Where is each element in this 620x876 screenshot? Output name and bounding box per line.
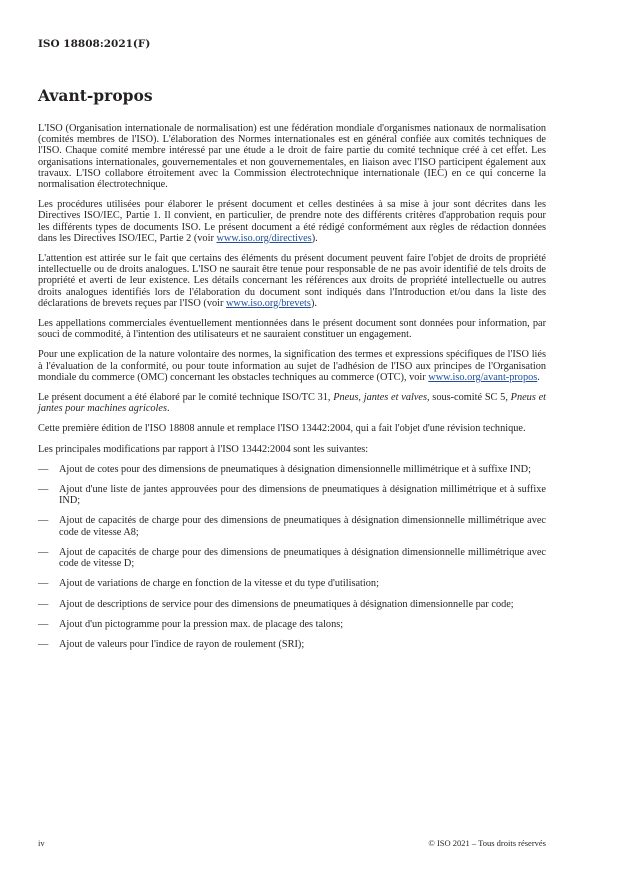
list-item [38,578,546,589]
document-id-header: ISO 18808:2021(F) [38,38,151,50]
paragraph-3-text-b: ). [310,297,317,309]
list-item [38,464,546,475]
paragraph-4: Les appellations commerciales éventuellement mentionnées dans le présent document sont données pour information, par souci de commodité, à l'intention des utilisateurs et ne sauraient constituer un engagement. [38,318,546,341]
paragraph-5 [38,349,546,383]
paragraph-5-text-b: . [537,371,540,383]
list-item-text: Ajout d'un pictogramme pour la pression max. de placage des talons; [59,618,344,630]
paragraph-6-text-a: Le présent document a été élaboré par le comité technique ISO/TC 31, [38,392,334,404]
list-item [38,599,546,610]
dash-marker: — [38,578,49,590]
list-item [38,547,546,569]
dash-marker: — [38,515,49,527]
dash-marker: — [38,463,49,475]
section-title: Avant-propos [38,86,153,105]
subcommittee-title: Pneus et jantes pour machines agricoles [38,392,547,415]
patents-link[interactable]: www.iso.org/brevets [225,297,311,309]
paragraph-6 [38,392,546,414]
dash-marker: — [38,618,49,630]
paragraph-6-text-c: . [166,403,170,415]
paragraph-2-text-b: ). [311,232,318,244]
list-item-text: Ajout de valeurs pour l'indice de rayon de roulement (SRI); [59,638,305,650]
list-item-text: Ajout de variations de charge en fonction de la vitesse et du type d'utilisation; [59,578,379,590]
dash-marker: — [38,546,49,558]
list-item-text: Ajout de descriptions de service pour des dimensions de pneumatiques à désignation dimensionnelle par code; [59,598,514,610]
directives-link[interactable]: www.iso.org/directives [216,232,312,244]
paragraph-5-text-a: Pour une explication de la nature volontaire des normes, la signification des termes et expressions spécifiques de l'ISO liés à l'évaluation de la conformité, ou pour toute information au sujet de l'adhésion de l'ISO aux principes de l'Organisation mondiale du commerce (OMC) concernant les obstacles techniques au commerce (OTC), voir [38,349,546,383]
page-number: iv [38,838,45,848]
paragraph-6-text-b: , sous-comité SC 5, [426,392,511,404]
dash-marker: — [38,484,49,496]
changes-list [38,464,546,650]
copyright-notice: © ISO 2021 – Tous droits réservés [428,838,546,848]
list-item-text: Ajout de capacités de charge pour des dimensions de pneumatiques à désignation dimensionnelle millimétrique avec code de vitesse D; [59,546,546,570]
paragraph-1: L'ISO (Organisation internationale de normalisation) est une fédération mondiale d'organismes nationaux de normalisation (comités membres de l'ISO). L'élaboration des Normes internationales est en général confiée aux comités techniques de l'ISO. Chaque comité membre intéressé par une étude a le droit de faire partie du comité technique créé à cet effet. Les organisations internationales, gouvernementales et non gouvernementales, en liaison avec l'ISO participent également aux travaux. L'ISO collabore étroitement avec la Commission électrotechnique internationale (IEC) en ce qui concerne la normalisation électrotechnique. [38,123,546,191]
paragraph-2 [38,199,546,244]
paragraph-3-text-a: L'attention est attirée sur le fait que certains des éléments du présent document peuvent faire l'objet de droits de propriété intellectuelle ou de droits analogues. L'ISO ne saurait être tenue pour responsable de ne pas avoir identifié de tels droits de propriété et averti de leur existence. Les détails concernant les références aux droits de propriété intellectuelle ou autres droits analogues identifiés lors de l'élaboration du document sont indiqués dans l'Introduction et/ou dans la liste des déclarations de brevets reçues par l'ISO (voir [38,253,546,309]
dash-marker: — [38,598,49,610]
list-item [38,619,546,630]
list-item-text: Ajout de capacités de charge pour des dimensions de pneumatiques à désignation dimensionnelle millimétrique avec code de vitesse A8; [59,515,546,538]
list-item [38,484,546,506]
paragraph-8: Les principales modifications par rapport à l'ISO 13442:2004 sont les suivantes: [38,443,369,455]
list-item-text: Ajout d'une liste de jantes approuvées pour des dimensions de pneumatiques à désignation millimétrique et à suffixe IND; [59,484,546,507]
paragraph-7: Cette première édition de l'ISO 18808 annule et remplace l'ISO 13442:2004, qui a fait l'objet d'une révision technique. [38,423,526,435]
paragraph-2-text-a: Les procédures utilisées pour élaborer le présent document et celles destinées à sa mise à jour sont décrites dans les Directives ISO/IEC, Partie 1. Il convient, en particulier, de prendre note des différents critères d'approbation requis pour les différents types de documents ISO. Le présent document a été rédigé conformément aux règles de rédaction données dans les Directives ISO/IEC, Partie 2 (voir [38,199,546,244]
list-item-text: Ajout de cotes pour des dimensions de pneumatiques à désignation dimensionnelle millimétrique et à suffixe IND; [59,463,531,475]
committee-title: Pneus, jantes et valves [333,392,427,404]
dash-marker: — [38,638,49,650]
list-item [38,639,546,650]
foreword-link[interactable]: www.iso.org/avant-propos [428,371,538,383]
foreword-body [38,123,546,659]
list-item [38,515,546,537]
paragraph-3 [38,253,546,309]
